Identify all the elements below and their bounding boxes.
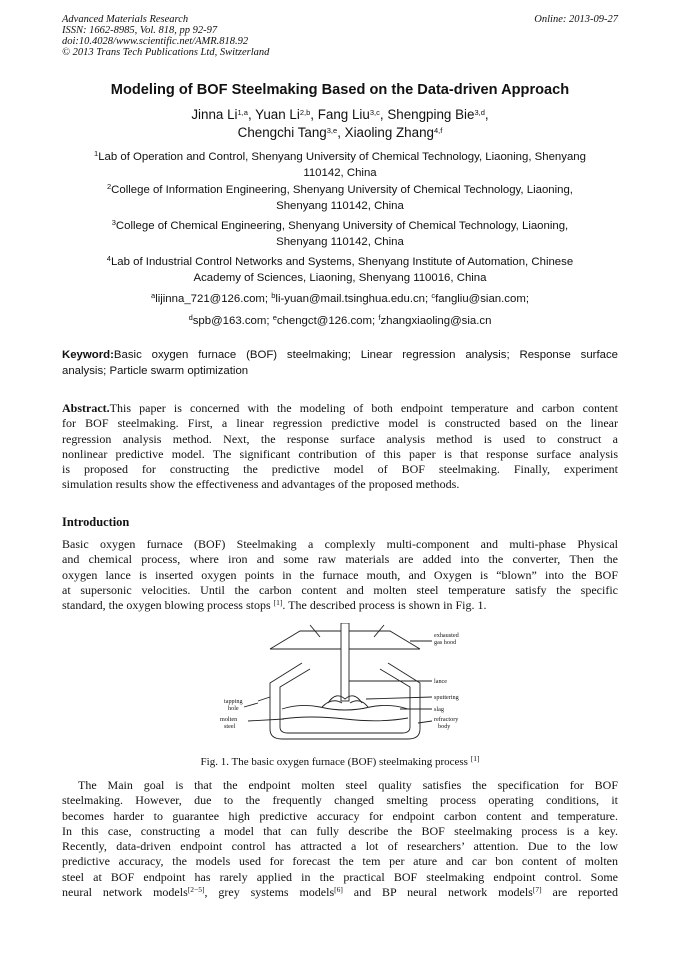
abstract-line: nonlinear predictive model. The significant contribution of this paper is that response surface analysis <box>62 446 618 461</box>
body-line: predictive accuracy, the models used for forecast the tem per ature and car bon content of molten <box>62 854 618 869</box>
keywords-block <box>62 348 618 379</box>
label-refractory2: body <box>438 723 451 730</box>
copyright-line: © 2013 Trans Tech Publications Ltd, Switzerland <box>62 47 270 58</box>
email-list <box>62 292 618 329</box>
citation-ref: [1] <box>273 598 283 608</box>
email-sup: f <box>378 312 381 322</box>
body-line: steelmaking. However, due to the frequently changed smelting process operating conditions, it <box>62 793 618 808</box>
online-date: Online: 2013-09-27 <box>534 14 618 25</box>
introduction-paragraph <box>62 537 618 613</box>
keyword-text: analysis; Particle swarm optimization <box>62 364 249 377</box>
label-molten2: steel <box>224 723 236 730</box>
author-line-1: Jinna Li$^{1,a}$, Yuan Li$^{2,b}$, Fang Liu$^{3,c}$, Shengping Bie$^{3,d}$, <box>191 107 489 122</box>
body-text: and BP neural network models <box>342 885 533 900</box>
body-line: Recently, data-driven endpoint control has attracted a lot of researchers’ attention. Due to the low <box>62 839 618 854</box>
affiliation-sup: 4 <box>106 254 111 263</box>
author-sup: 3,d <box>474 108 485 117</box>
intro-text: . The described process is shown in Fig. 1. <box>282 598 487 613</box>
label-hood1: exhausted <box>434 632 459 639</box>
body-text: are reported <box>541 885 619 900</box>
affiliation-3 <box>62 219 618 250</box>
citation-ref: [1] <box>470 754 480 763</box>
label-molten1: molten <box>220 716 238 723</box>
affiliation-text: Lab of Industrial Control Networks and Systems, Shenyang Institute of Automation, Chinese <box>110 256 574 268</box>
intro-line: and chemical process, where iron and some raw materials are added into the converter, Then the <box>62 552 618 567</box>
email-sup: c <box>431 291 436 300</box>
steel-surface <box>282 717 408 721</box>
body-line: In this case, constructing a model that can fully describe the BOF steelmaking process is a key. <box>62 823 618 838</box>
abstract-line: is proposed for constructing the predictive model of BOF steelmaking. Finally, experiment <box>62 462 618 477</box>
body-paragraph <box>62 778 618 900</box>
introduction-heading: Introduction <box>62 515 130 529</box>
author-sup: 4,f <box>433 126 443 135</box>
affiliation-1 <box>62 150 618 181</box>
author-name: Jinna Li <box>191 107 238 122</box>
body-line: steel at BOF endpoint has rarely applied in the practical BOF steelmaking endpoint control. Some <box>62 869 618 884</box>
email-sup: a <box>151 291 156 300</box>
abstract-line: for BOF steelmaking. First, a linear regression predictive model is constructed based on the linear <box>62 416 618 431</box>
intro-line: at supersonic velocities. Until the carbon content and molten steel temperature satisfy the specific <box>62 582 618 597</box>
keyword-text: Basic oxygen furnace (BOF) steelmaking; Linear regression analysis; Response surface <box>113 349 618 361</box>
bof-furnace-diagram <box>210 623 480 743</box>
email-address: chengct@126.com; <box>276 314 376 327</box>
author-sup: 3,c <box>369 108 380 117</box>
affiliation-text: Shenyang 110142, China <box>276 199 404 212</box>
affiliation-4 <box>62 255 618 286</box>
issn-line: ISSN: 1662-8985, Vol. 818, pp 92-97 <box>62 25 218 36</box>
affiliation-text: College of Chemical Engineering, Shenyang University of Chemical Technology, Liaoning, <box>115 220 569 232</box>
label-refractory1: refractory <box>434 716 459 723</box>
body-line: The Main goal is that the endpoint molten steel quality satisfies the specification for BOF <box>78 778 618 792</box>
intro-line: Basic oxygen furnace (BOF) Steelmaking a complexly multi-component and multi-phase Physical <box>62 537 618 551</box>
affiliation-text: 110142, China <box>303 166 377 179</box>
email-sup: e <box>272 312 277 322</box>
journal-name: Advanced Materials Research <box>62 14 189 25</box>
author-name: Yuan Li <box>255 107 300 122</box>
figure-caption <box>62 756 618 768</box>
affiliation-text: Academy of Sciences, Liaoning, Shenyang 110016, China <box>193 271 487 284</box>
caption-text: Fig. 1. The basic oxygen furnace (BOF) steelmaking process <box>200 756 471 768</box>
email-address: lijinna_721@126.com; <box>155 293 269 305</box>
author-name: Fang Liu <box>317 107 370 122</box>
body-text: neural network models <box>62 885 188 900</box>
email-address: spb@163.com; <box>192 314 270 327</box>
author-sup: 2,b <box>299 108 311 117</box>
citation-ref: [2−5] <box>187 885 205 895</box>
email-sup: d <box>188 312 193 322</box>
author-name: Xiaoling Zhang <box>344 125 434 140</box>
email-line-1 <box>62 292 618 308</box>
email-address: zhangxiaoling@sia.cn <box>380 314 492 327</box>
intro-line: oxygen lance is inserted oxygen points in the furnace mouth, and Oxygen is “blown” into the BOF <box>62 567 618 582</box>
affiliation-text: College of Information Engineering, Shenyang University of Chemical Technology, Liaoning, <box>111 184 573 196</box>
paper-title: Modeling of BOF Steelmaking Based on the Data-driven Approach <box>110 82 570 98</box>
author-line-2: Chengchi Tang$^{3,e}$, Xiaoling Zhang$^{4,f}$ <box>237 125 443 140</box>
journal-header <box>62 14 618 58</box>
affiliation-sup: 3 <box>111 218 116 227</box>
abstract-line: regression analysis method. Next, the response surface analysis method is used to construct a <box>62 431 618 446</box>
label-slag: slag <box>434 706 444 713</box>
slag-surface <box>282 705 408 710</box>
abstract-block <box>62 401 618 493</box>
abstract-line: This paper is concerned with the modeling of both endpoint temperature and carbon content <box>109 401 618 415</box>
author-name: Chengchi Tang <box>237 125 327 140</box>
citation-ref: [6] <box>334 885 343 895</box>
intro-text: standard, the oxygen blowing process stops <box>62 598 274 613</box>
email-address: li-yuan@mail.tsinghua.edu.cn; <box>275 293 429 305</box>
label-hood2: gas hood <box>434 639 457 646</box>
label-tapping1: tapping <box>224 698 243 705</box>
author-name: Shengping Bie <box>387 107 475 122</box>
body-line: becomes harder to guarantee high predictive accuracy for endpoint carbon content and temperature. <box>62 808 618 823</box>
email-sup: b <box>271 291 276 300</box>
label-sputtering: sputtering <box>434 694 459 701</box>
keyword-label: Keyword: <box>62 349 114 361</box>
label-lance: lance <box>434 678 448 685</box>
abstract-line: simulation results show the effectiveness and advantages of the proposed methods. <box>62 477 460 492</box>
intro-line <box>62 598 618 613</box>
affiliation-2 <box>62 183 618 214</box>
affiliation-text: Shenyang 110142, China <box>276 235 404 248</box>
affiliation-sup: 2 <box>107 182 112 191</box>
label-tapping2: hole <box>228 705 239 712</box>
doi-line: doi:10.4028/www.scientific.net/AMR.818.92 <box>62 36 249 47</box>
body-text: , grey systems models <box>204 885 335 900</box>
email-address: fangliu@sian.com; <box>435 293 529 305</box>
affiliation-text: Lab of Operation and Control, Shenyang University of Chemical Technology, Liaoning, Shenyang <box>98 151 586 163</box>
author-list <box>62 106 618 142</box>
body-line <box>62 885 618 900</box>
author-sup: 3,e <box>326 126 338 135</box>
email-line-2 <box>62 314 618 330</box>
abstract-label: Abstract. <box>62 401 110 415</box>
author-sup: 1,a <box>237 108 248 117</box>
citation-ref: [7] <box>532 885 542 895</box>
affiliation-sup: 1 <box>94 149 99 158</box>
lance-shape <box>341 623 349 701</box>
